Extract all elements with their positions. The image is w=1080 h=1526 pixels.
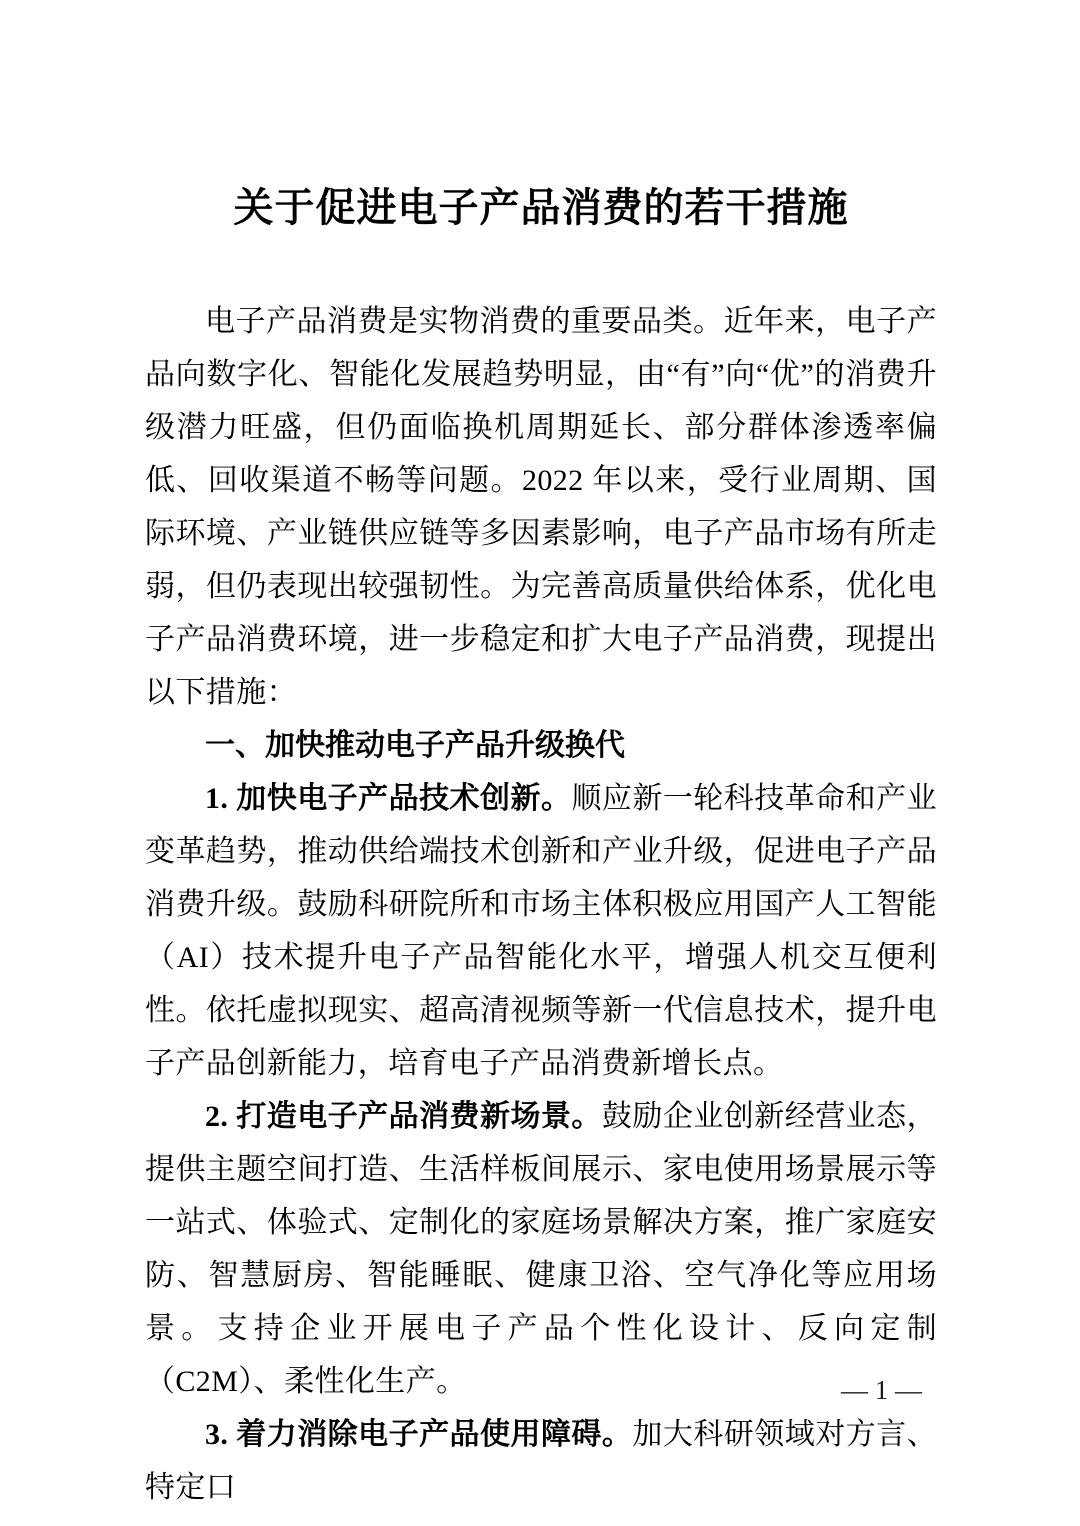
- item-1-lead: 1. 加快电子产品技术创新。: [205, 782, 572, 815]
- item-2-lead: 2. 打造电子产品消费新场景。: [205, 1100, 602, 1133]
- document-title: 关于促进电子产品消费的若干措施: [233, 185, 849, 230]
- item-1-text: 顺应新一轮科技革命和产业变革趋势，推动供给端技术创新和产业升级，促进电子产品消费升级。鼓励科研院所和市场主体积极应用国产人工智能（AI）技术提升电子产品智能化水平，增强人机交互便利性。依托虚拟现实、超高清视频等新一代信息技术，提升电子产品创新能力，培育电子产品消费新增长点。: [145, 782, 937, 1080]
- intro-paragraph: 电子产品消费是实物消费的重要品类。近年来，电子产品向数字化、智能化发展趋势明显，由“有”向“优”的消费升级潜力旺盛，但仍面临换机周期延长、部分群体渗透率偏低、回收渠道不畅等问题。2022 年以来，受行业周期、国际环境、产业链供应链等多因素影响，电子产品市场有所走弱，但仍表现出较强韧性。为完善高质量供给体系，优化电子产品消费环境，进一步稳定和扩大电子产品消费，现提出以下措施：: [145, 305, 937, 709]
- item-2-text: 鼓励企业创新经营业态，提供主题空间打造、生活样板间展示、家电使用场景展示等一站式、体验式、定制化的家庭场景解决方案，推广家庭安防、智慧厨房、智能睡眠、健康卫浴、空气净化等应用场景。支持企业开展电子产品个性化设计、反向定制（C2M）、柔性化生产。: [145, 1100, 937, 1398]
- section-heading-1: 一、加快推动电子产品升级换代: [205, 729, 625, 762]
- list-item-1: [145, 772, 937, 1090]
- list-item-3: [145, 1408, 937, 1514]
- item-3-lead: 3. 着力消除电子产品使用障碍。: [205, 1418, 633, 1451]
- list-item-2: [145, 1090, 937, 1408]
- document-content: [145, 0, 937, 1514]
- item-3-text: 加大科研领域对方言、特定口: [145, 1418, 937, 1504]
- page-number: — 1 —: [841, 1375, 922, 1405]
